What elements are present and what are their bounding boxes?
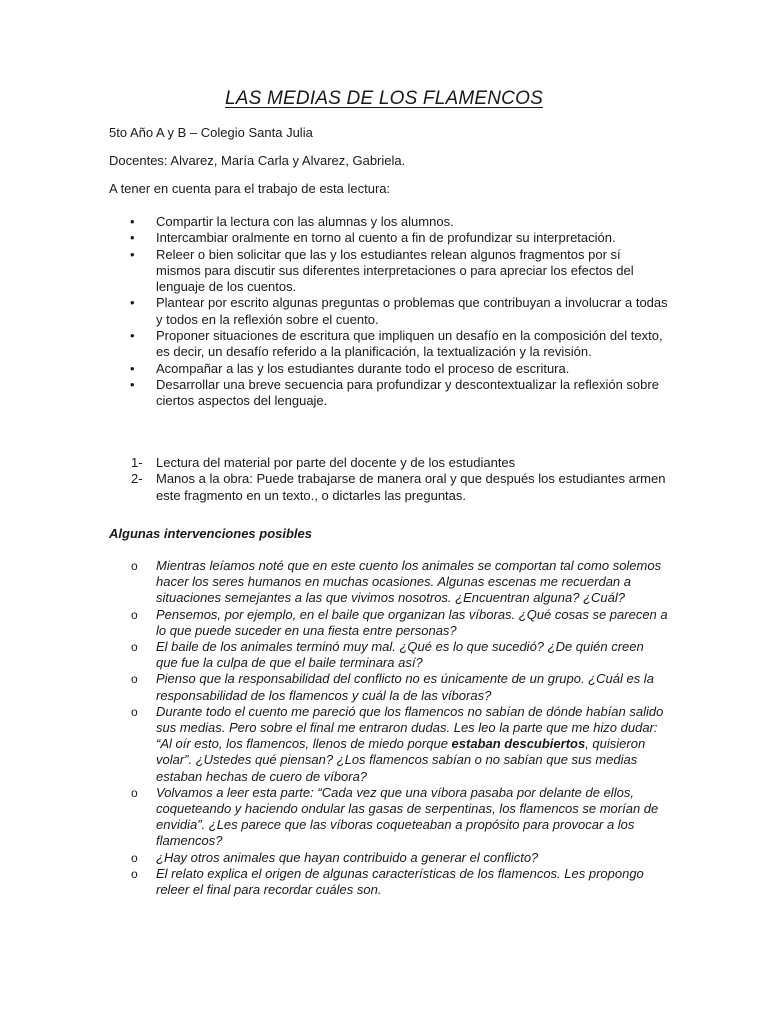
circle-bullet-icon: o — [131, 704, 138, 719]
course-line: 5to Año A y B – Colegio Santa Julia — [109, 125, 313, 140]
intervention-text: Pensemos, por ejemplo, en el baile que organizan las víboras. ¿Qué cosas se parecen a lo que puede suceder en una fiesta entre personas? — [156, 606, 668, 638]
list-item: • Releer o bien solicitar que las y los estudiantes relean algunos fragmentos por sí mismos para discutir sus diferentes interpretaciones o para apreciar los efectos del lenguaje de los cuentos. — [109, 247, 669, 296]
teachers-line: Docentes: Alvarez, María Carla y Alvarez, Gabriela. — [109, 153, 406, 168]
list-item — [109, 704, 669, 785]
list-item — [109, 671, 669, 703]
list-item: • Compartir la lectura con las alumnas y los alumnos. — [109, 214, 669, 230]
circle-bullet-icon: o — [131, 672, 138, 687]
list-item: • Desarrollar una breve secuencia para profundizar y descontextualizar la reflexión sobre ciertos aspectos del lenguaje. — [109, 377, 669, 410]
list-item: • Intercambiar oralmente en torno al cuento a fin de profundizar su interpretación. — [109, 230, 669, 246]
steps-list — [109, 455, 669, 504]
intervention-text-bold: estaban descubiertos — [451, 736, 586, 752]
circle-bullet-icon: o — [131, 640, 138, 655]
list-item: • Acompañar a las y los estudiantes durante todo el proceso de escritura. — [109, 361, 669, 377]
list-item: • Proponer situaciones de escritura que impliquen un desafío en la composición del texto, es decir, un desafío referido a la planificación, la textualización y la revisión. — [109, 328, 669, 361]
step-text: Lectura del material por parte del docente y de los estudiantes — [156, 455, 516, 470]
interventions-heading: Algunas intervenciones posibles — [109, 526, 312, 541]
list-item: • Plantear por escrito algunas preguntas o problemas que contribuyan a involucrar a todas y todos en la reflexión sobre el cuento. — [109, 295, 669, 328]
list-item — [109, 558, 669, 607]
circle-bullet-icon: o — [131, 559, 138, 573]
guidelines-list — [109, 214, 669, 410]
intervention-text: Volvamos a leer esta parte: “Cada vez que una víbora pasaba por delante de ellos, coqueteando y haciendo ondular las gasas de serpentinas, los flamencos se morían de envidia”. ¿Les parece que las víboras coqueteaban a propósito para provocar a los flamencos? — [156, 784, 659, 849]
intro-line: A tener en cuenta para el trabajo de esta lectura: — [109, 181, 391, 196]
list-item — [109, 866, 669, 898]
list-item — [109, 850, 669, 866]
list-item — [109, 471, 669, 504]
intervention-text: ¿Hay otros animales que hayan contribuido a generar el conflicto? — [156, 849, 539, 865]
intervention-text: Pienso que la responsabilidad del conflicto no es únicamente de un grupo. ¿Cuál es la responsabilidad de los flamencos y cuál la de las víboras? — [156, 671, 654, 703]
circle-bullet-icon: o — [131, 866, 138, 881]
list-item — [109, 455, 669, 471]
list-item — [109, 607, 669, 639]
intervention-text: Mientras leíamos noté que en este cuento los animales se comportan tal como solemos hacer los seres humanos en muchas ocasiones. Algunas escenas me recuerdan a situaciones semejantes a las que vivimos nosotros. ¿Encuentran alguna? ¿Cuál? — [156, 558, 662, 606]
interventions-list — [109, 558, 669, 898]
list-item — [109, 785, 669, 850]
intervention-text — [156, 704, 663, 784]
list-item — [109, 639, 669, 671]
intervention-text-part: Durante todo el cuento me pareció que los flamencos no sabían de dónde habían salido sus medias. Pero sobre el final me entraron dudas. Les leo la parte que me hizo dudar: “Al oír esto, los flamencos, llenos de miedo porque — [156, 703, 664, 752]
step-number: 2- — [131, 471, 143, 487]
document-title: LAS MEDIAS DE LOS FLAMENCOS — [225, 88, 543, 109]
circle-bullet-icon: o — [131, 850, 138, 865]
step-number: 1- — [131, 455, 143, 470]
intervention-text: El relato explica el origen de algunas características de los flamencos. Les propongo releer el final para recordar cuáles son. — [156, 865, 644, 898]
step-text: Manos a la obra: Puede trabajarse de manera oral y que después los estudiantes armen este fragmento en un texto., o dictarles las preguntas. — [156, 471, 666, 503]
intervention-text: El baile de los animales terminó muy mal. ¿Qué es lo que sucedió? ¿De quién creen que fue la culpa de que el baile terminara así? — [156, 639, 644, 671]
circle-bullet-icon: o — [131, 785, 138, 800]
intervention-text-part: , quisieron volar”. ¿Ustedes qué piensan? ¿Los flamencos sabían o no sabían que sus medias estaban hechas de cuero de víbora? — [156, 736, 646, 784]
circle-bullet-icon: o — [131, 607, 138, 622]
